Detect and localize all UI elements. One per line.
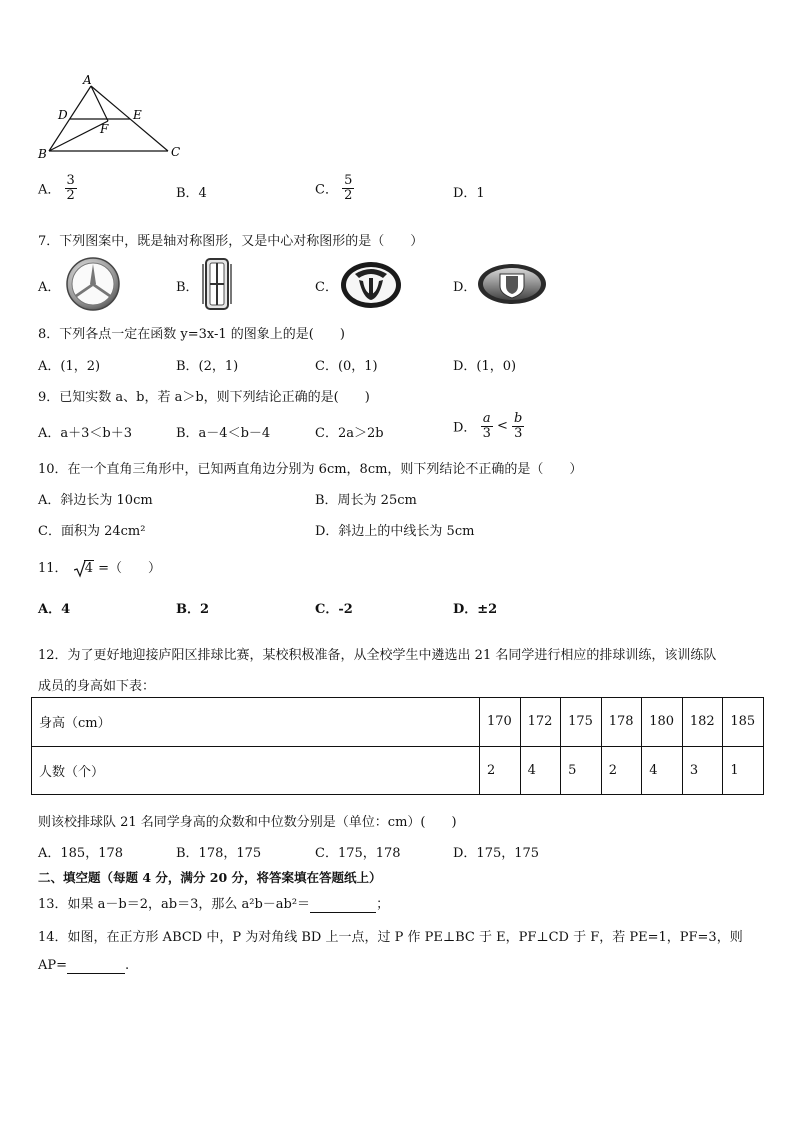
segment-af [91,86,108,121]
q8-option-c[interactable]: C．(0，1) [315,359,378,374]
q13-stem [38,893,389,913]
triangle-figure [36,72,186,164]
q8-option-b[interactable]: B．(2，1) [176,359,239,374]
q10-stem: 10．在一个直角三角形中，已知两直角边分别为 6cm，8cm，则下列结论不正确的是（ ） [38,462,583,477]
q6-option-a-label: A． [38,182,61,198]
q12-option-d[interactable]: D．175，175 [453,846,540,861]
q12-option-b[interactable]: B．178，175 [176,846,262,861]
label-c: C [171,145,181,159]
q13-text: 13．如果 a－b＝2，ab＝3，那么 a²b－ab²＝ [38,897,311,912]
greatwall-logo-icon [477,262,547,306]
q12-option-a[interactable]: A．185，178 [38,846,124,861]
label-b: B [38,147,47,161]
table-cell: 178 [601,698,642,747]
q6-option-c[interactable] [315,174,354,202]
brilliance-logo-icon [339,260,403,310]
table-cell: 185 [723,698,764,747]
table-cell: 3 [682,746,723,795]
label-d: D [58,108,68,122]
q12-stem-line1: 12．为了更好地迎接庐阳区排球比赛，某校积极准备，从全校学生中遴选出 21 名同学进行相应的排球训练，该训练队 [38,648,717,663]
q11-rest: =（ ） [98,561,162,576]
q14-ap-label: AP= [38,958,68,973]
q9-option-d-operator: < [497,418,508,434]
q13-tail: ； [376,897,390,912]
table-header-count: 人数（个） [32,746,480,795]
q12-option-c[interactable]: C．175，178 [315,846,401,861]
q9-option-c[interactable]: C．2a＞2b [315,426,384,441]
table-row [32,698,764,747]
q11-option-d[interactable]: D．±2 [453,602,498,617]
q7-option-b[interactable] [176,276,199,295]
q7-stem: 7．下列图案中，既是轴对称图形，又是中心对称图形的是（ ） [38,234,424,249]
table-cell: 175 [561,698,602,747]
q6-option-c-fraction: $\frac{5}{2}$ [344,173,353,203]
sqrt-icon [74,561,94,576]
q6-option-a[interactable] [38,174,77,202]
q8-stem: 8．下列各点一定在函数 y=3x-1 的图象上的是( ) [38,327,345,342]
q9-option-d-fraction-b: $\frac{b}{3}$ [514,411,523,441]
table-cell: 5 [561,746,602,795]
table-cell: 4 [642,746,683,795]
q9-stem: 9．已知实数 a、b，若 a＞b，则下列结论正确的是( ) [38,390,370,405]
q11-radicand: 4 [84,561,93,576]
table-cell: 2 [480,746,521,795]
q9-option-b[interactable]: B．a－4＜b－4 [176,426,271,441]
q11-label: 11． [38,561,68,576]
table-cell: 172 [520,698,561,747]
q10-option-c[interactable]: C．面积为 24cm² [38,524,146,539]
q7-option-d[interactable] [453,276,476,295]
table-cell: 4 [520,746,561,795]
q6-option-c-label: C． [315,182,338,198]
q6-option-b[interactable]: B．4 [176,186,207,201]
q11-option-a[interactable]: A．4 [38,602,71,617]
table-cell: 180 [642,698,683,747]
q7-option-a[interactable] [38,276,60,295]
mercedes-logo-icon [62,256,124,312]
q14-stem-line2 [38,958,129,974]
section-heading: 二、填空题（每题 4 分，满分 20 分，将答案填在答题纸上） [38,870,382,885]
q11-option-b[interactable]: B．2 [176,602,210,617]
q7-option-c-label: C． [315,280,338,295]
q12-stem-line2: 成员的身高如下表： [38,679,156,694]
table-cell: 170 [480,698,521,747]
q6-option-a-fraction: $\frac{3}{2}$ [66,173,75,203]
table-cell: 182 [682,698,723,747]
q14-answer-blank[interactable] [67,958,125,974]
q14-tail: . [125,958,130,973]
q7-option-d-label: D． [453,280,477,295]
q6-option-d[interactable]: D．1 [453,186,485,201]
q11-option-c[interactable]: C．-2 [315,602,353,617]
q8-option-d[interactable]: D．(1，0) [453,359,517,374]
q10-option-b[interactable]: B．周长为 25cm [315,493,417,508]
table-row [32,746,764,795]
q9-option-a[interactable]: A．a＋3＜b＋3 [38,426,133,441]
q9-option-d-label: D． [453,420,477,436]
table-header-height: 身高（cm） [32,698,480,747]
label-e: E [133,108,142,122]
q7-option-b-label: B． [176,280,199,295]
q9-option-d[interactable] [453,412,524,440]
table-cell: 1 [723,746,764,795]
q14-stem-line1: 14．如图，在正方形 ABCD 中，P 为对角线 BD 上一点，过 P 作 PE⊥BC 于 E，PF⊥CD 于 F，若 PE=1，PF=3，则 [38,930,743,945]
q9-option-d-fraction-a: $\frac{a}{3}$ [482,411,491,441]
q13-answer-blank[interactable] [310,897,376,913]
q8-option-a[interactable]: A．(1，2) [38,359,101,374]
q10-option-a[interactable]: A．斜边长为 10cm [38,493,153,508]
q10-option-d[interactable]: D．斜边上的中线长为 5cm [315,524,475,539]
lincoln-logo-icon [200,256,234,312]
q7-option-a-label: A． [38,280,61,295]
q12-question: 则该校排球队 21 名同学身高的众数和中位数分别是（单位：cm）( ) [38,815,457,830]
height-table [31,697,764,795]
table-cell: 2 [601,746,642,795]
q7-option-c[interactable] [315,276,338,295]
label-a: A [83,73,92,87]
q11-stem [38,557,161,576]
label-f: F [100,122,109,136]
